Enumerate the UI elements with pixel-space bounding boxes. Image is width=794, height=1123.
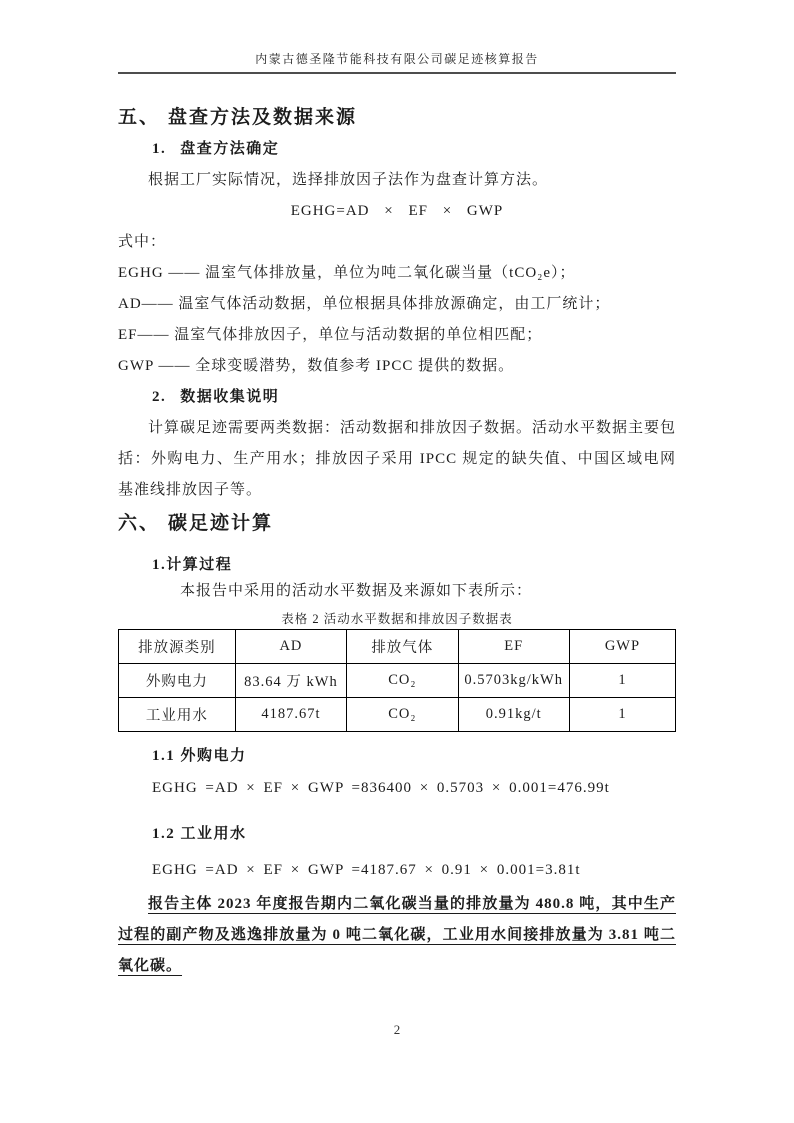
table-header-cell: GWP [569,630,675,664]
section5-heading-title: 盘查方法及数据来源 [168,107,358,128]
formula-lead: 式中： [118,234,167,250]
table-row [119,664,676,698]
table-intro-paragraph: 本报告中采用的活动水平数据及来源如下表所示： [180,583,533,599]
water-calc-formula: EGHG =AD × EF × GWP =4187.67 × 0.91 × 0.001=3.81t [152,862,581,878]
subheading-method [118,134,676,165]
section5-heading-number: 五、 [118,107,161,128]
table-cell: 4187.67t [235,698,346,732]
table-header-cell: AD [235,630,346,664]
section6-heading [118,510,676,538]
page-footer [0,1022,794,1038]
subheading-method-title: 盘查方法确定 [180,141,280,157]
definition-line-ad: AD—— 温室气体活动数据，单位根据具体排放源确定，由工厂统计； [118,296,611,312]
page-content [118,0,676,982]
section6-heading-number: 六、 [118,513,161,534]
subheading-data-collection-number: 2. [152,389,167,405]
table-header-cell: 排放源类别 [119,630,236,664]
table-header-row [119,630,676,664]
definition-line-eghg: EGHG —— 温室气体排放量，单位为吨二氧化碳当量（tCO₂e）； [118,265,576,281]
table-cell: CO₂ [347,698,458,732]
page-number: 2 [393,1022,401,1037]
table-cell: 外购电力 [119,664,236,698]
table-cell: 0.91kg/t [458,698,569,732]
subheading-method-number: 1. [152,141,167,157]
ghg-formula: EGHG=AD × EF × GWP [290,203,504,219]
definition-line-gwp: GWP —— 全球变暖潜势，数值参考 IPCC 提供的数据。 [118,358,515,374]
subheading-calc-process [118,554,676,576]
table-cell: 工业用水 [119,698,236,732]
table-cell: 1 [569,664,675,698]
activity-data-table [118,629,676,732]
subheading-industrial-water [118,824,676,845]
definition-line-ef: EF—— 温室气体排放因子，单位与活动数据的单位相匹配； [118,327,543,343]
section6-heading-title: 碳足迹计算 [168,513,274,534]
section5-heading [118,104,676,132]
table-row [119,698,676,732]
method-paragraph: 根据工厂实际情况，选择排放因子法作为盘查计算方法。 [148,172,549,188]
subheading-industrial-water-title: 1.2 工业用水 [152,826,247,842]
table-cell: 83.64 万 kWh [235,664,346,698]
table-cell: 1 [569,698,675,732]
table-header-cell: 排放气体 [347,630,458,664]
conclusion-paragraph: 报告主体 2023 年度报告期内二氧化碳当量的排放量为 480.8 吨，其中生产过程的副产物及逃逸排放量为 0 吨二氧化碳，工业用水间接排放量为 3.81 吨二氧化碳。 [118,896,676,974]
electricity-calc-formula: EGHG =AD × EF × GWP =836400 × 0.5703 × 0.001=476.99t [152,780,610,796]
table-caption: 表格 2 活动水平数据和排放因子数据表 [281,612,513,626]
table-header-cell: EF [458,630,569,664]
table-cell: CO₂ [347,664,458,698]
subheading-data-collection-title: 数据收集说明 [180,389,280,405]
subheading-data-collection [118,382,676,413]
subheading-calc-process-title: 1.计算过程 [152,557,233,573]
table-cell: 0.5703kg/kWh [458,664,569,698]
subheading-purchased-electricity-title: 1.1 外购电力 [152,748,247,764]
page-header [118,0,676,74]
header-title: 内蒙古德圣隆节能科技有限公司碳足迹核算报告 [255,52,539,66]
subheading-purchased-electricity [118,746,676,767]
data-collection-paragraph: 计算碳足迹需要两类数据：活动数据和排放因子数据。活动水平数据主要包括：外购电力、生产用水；排放因子采用 IPCC 规定的缺失值、中国区域电网基准线排放因子等。 [118,420,677,498]
